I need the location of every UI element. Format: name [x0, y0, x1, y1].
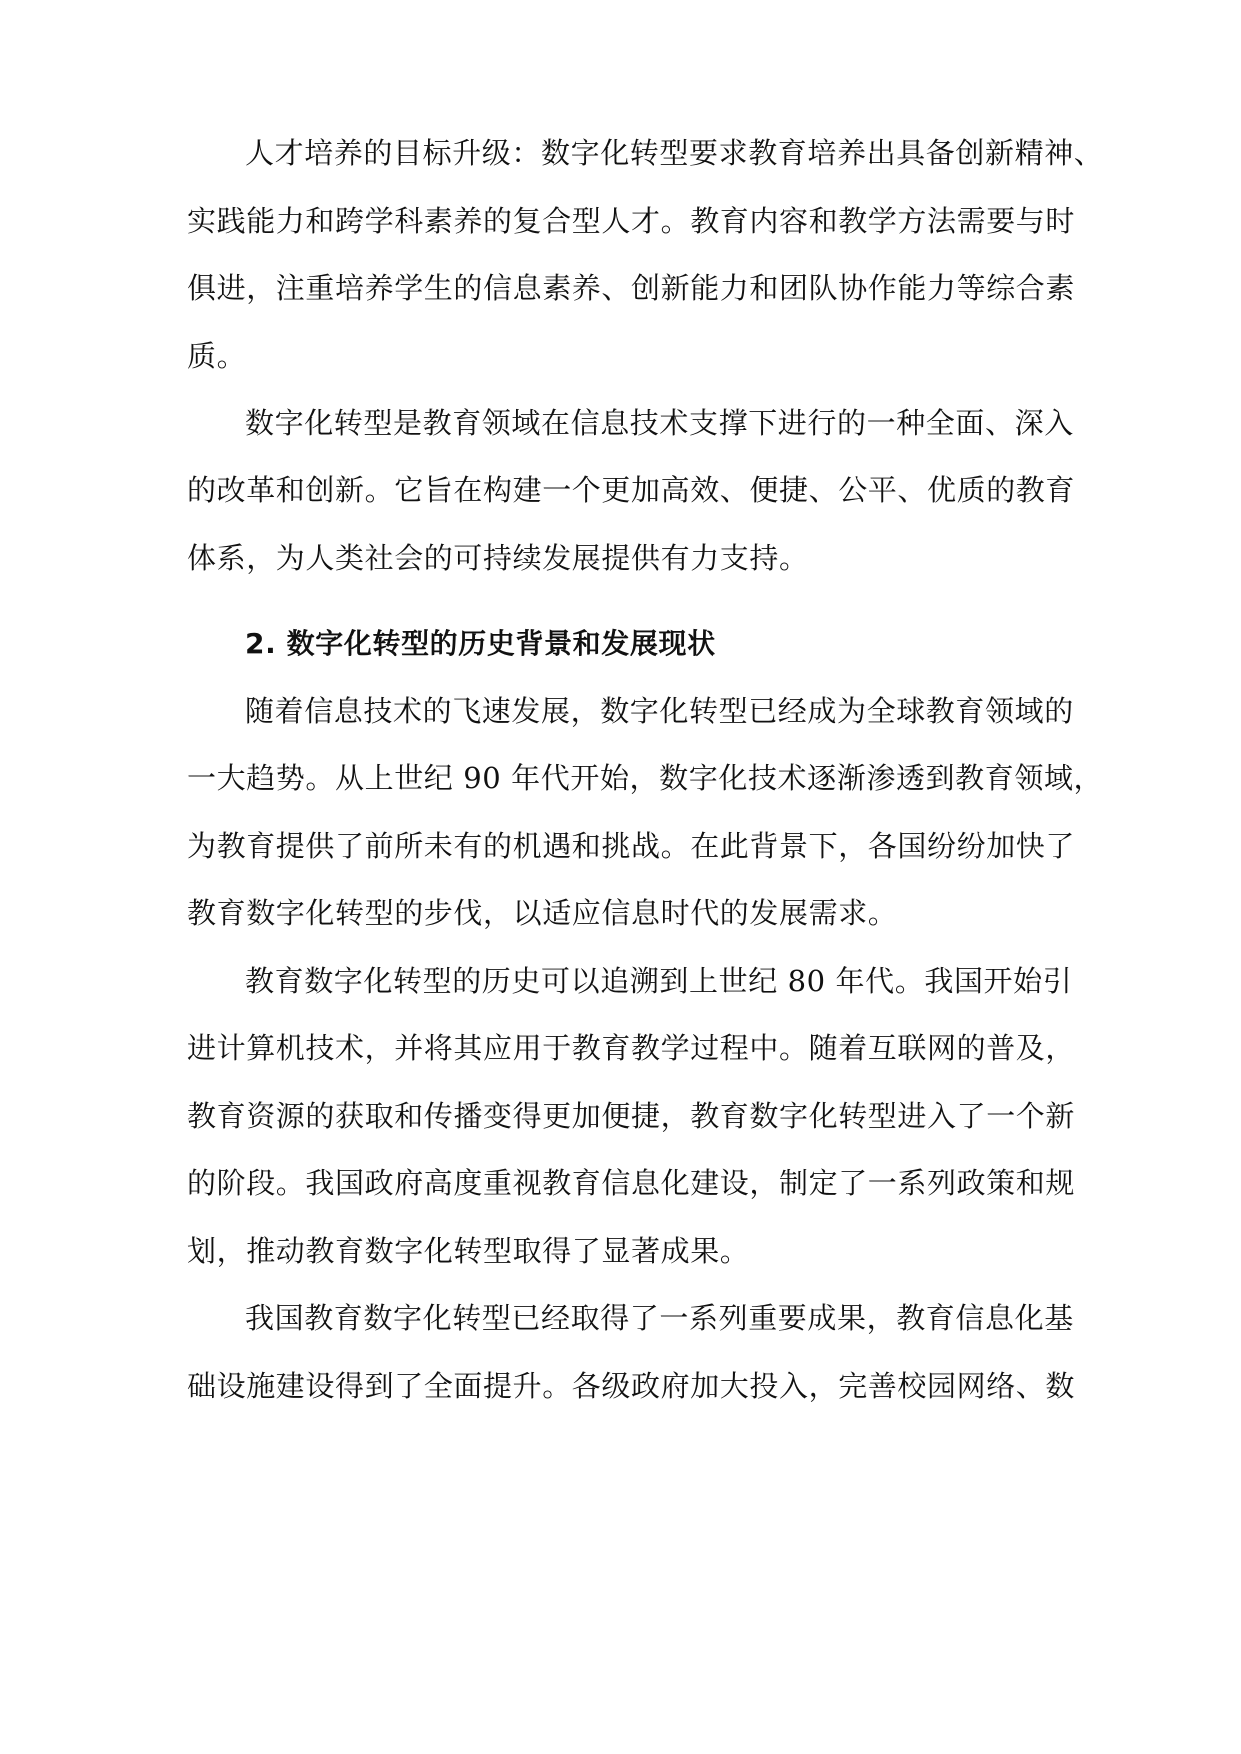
text-line: 教育数字化转型的步伐，以适应信息时代的发展需求。 [187, 896, 898, 930]
text-line: 为教育提供了前所未有的机遇和挑战。在此背景下，各国纷纷加快了 [187, 829, 1076, 863]
text-line: 一大趋势。从上世纪 90 年代开始，数字化技术逐渐渗透到教育领域， [187, 761, 1104, 795]
text-line: 我国教育数字化转型已经取得了一系列重要成果，教育信息化基 [245, 1301, 1074, 1335]
text-line: 质。 [187, 339, 247, 373]
section-heading: 2. 数字化转型的历史背景和发展现状 [245, 627, 716, 660]
text-line: 础设施建设得到了全面提升。各级政府加大投入，完善校园网络、数 [187, 1369, 1076, 1403]
text-line: 教育数字化转型的历史可以追溯到上世纪 80 年代。我国开始引 [245, 964, 1073, 998]
text-line: 的改革和创新。它旨在构建一个更加高效、便捷、公平、优质的教育 [187, 473, 1076, 507]
text-line: 的阶段。我国政府高度重视教育信息化建设，制定了一系列政策和规 [187, 1166, 1076, 1200]
text-line: 数字化转型是教育领域在信息技术支撑下进行的一种全面、深入 [245, 406, 1074, 440]
text-line: 俱进，注重培养学生的信息素养、创新能力和团队协作能力等综合素 [187, 271, 1076, 305]
text-line: 体系，为人类社会的可持续发展提供有力支持。 [187, 541, 809, 575]
text-line: 划，推动教育数字化转型取得了显著成果。 [187, 1234, 750, 1268]
text-line: 实践能力和跨学科素养的复合型人才。教育内容和教学方法需要与时 [187, 204, 1076, 238]
text-line: 随着信息技术的飞速发展，数字化转型已经成为全球教育领域的 [245, 694, 1074, 728]
text-line: 教育资源的获取和传播变得更加便捷，教育数字化转型进入了一个新 [187, 1099, 1076, 1133]
text-line: 进计算机技术，并将其应用于教育教学过程中。随着互联网的普及， [187, 1031, 1076, 1065]
text-line: 人才培养的目标升级：数字化转型要求教育培养出具备创新精神、 [245, 136, 1104, 170]
